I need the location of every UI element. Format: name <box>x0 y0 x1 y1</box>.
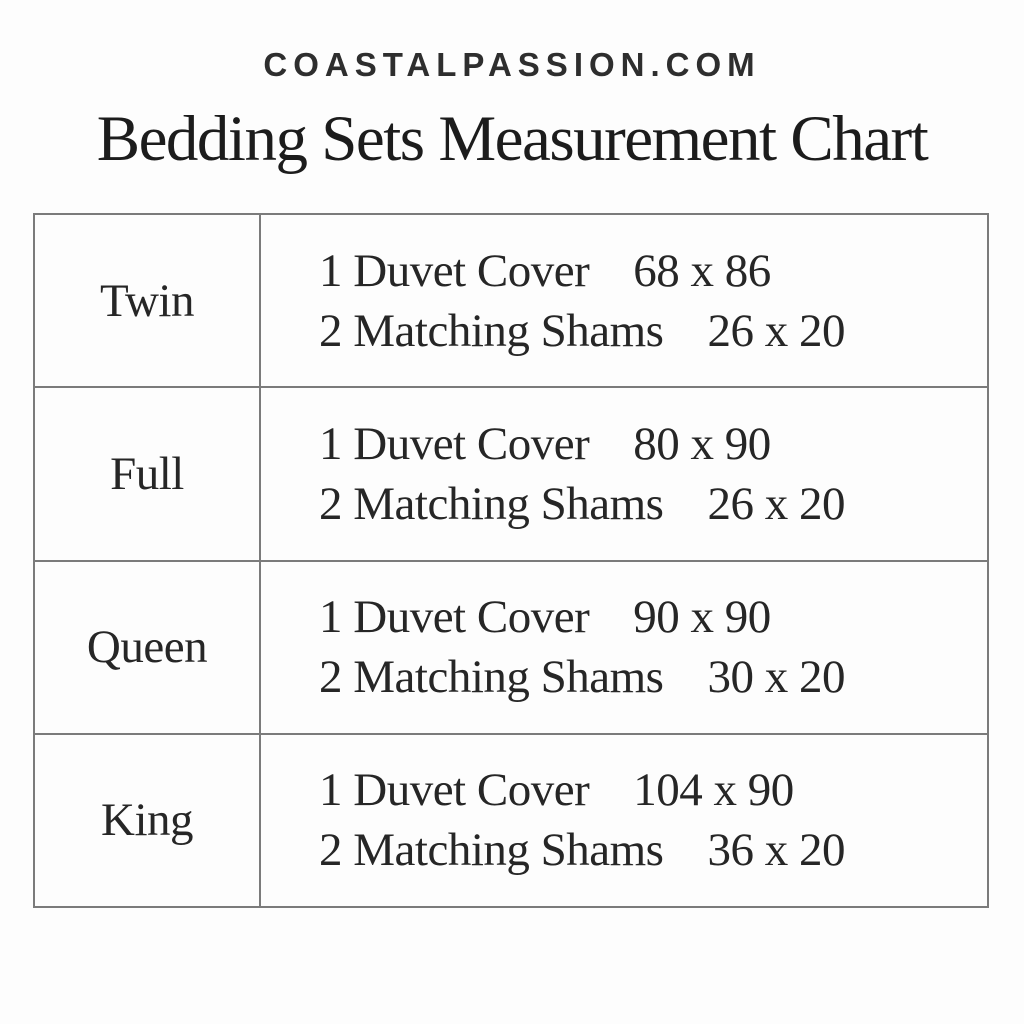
item-description: 1 Duvet Cover <box>319 244 590 297</box>
items-cell <box>260 734 988 907</box>
size-label: Twin <box>100 274 194 327</box>
measurement-table-body <box>34 214 988 907</box>
size-label: King <box>101 794 193 847</box>
measurement-table <box>33 213 989 908</box>
items-cell <box>260 214 988 387</box>
size-label: Queen <box>86 621 208 674</box>
item-description: 1 Duvet Cover <box>319 591 590 644</box>
item-measurement: 26 x 20 <box>707 304 845 357</box>
item-measurement: 36 x 20 <box>707 824 845 877</box>
items-cell <box>260 387 988 560</box>
items-cell <box>260 561 988 734</box>
item-measurement: 68 x 86 <box>633 244 771 297</box>
size-cell <box>34 214 260 387</box>
page-title: Bedding Sets Measurement Chart <box>96 103 928 175</box>
size-label: Full <box>110 447 184 500</box>
item-description: 2 Matching Shams <box>319 651 664 704</box>
table-row <box>34 214 988 387</box>
item-line <box>319 241 987 301</box>
item-measurement: 30 x 20 <box>707 651 845 704</box>
table-row <box>34 387 988 560</box>
item-line <box>319 820 987 880</box>
item-measurement: 80 x 90 <box>633 417 771 470</box>
size-cell <box>34 561 260 734</box>
item-line <box>319 414 987 474</box>
item-description: 2 Matching Shams <box>319 824 664 877</box>
item-line <box>319 301 987 361</box>
item-description: 2 Matching Shams <box>319 477 664 530</box>
item-measurement: 90 x 90 <box>633 591 771 644</box>
size-cell <box>34 387 260 560</box>
item-measurement: 104 x 90 <box>633 764 794 817</box>
item-measurement: 26 x 20 <box>707 477 845 530</box>
item-line <box>319 760 987 820</box>
site-name: COASTALPASSION.COM <box>263 46 761 83</box>
item-line <box>319 474 987 534</box>
item-description: 2 Matching Shams <box>319 304 664 357</box>
item-description: 1 Duvet Cover <box>319 764 590 817</box>
table-row <box>34 734 988 907</box>
size-cell <box>34 734 260 907</box>
item-line <box>319 647 987 707</box>
table-row <box>34 561 988 734</box>
item-description: 1 Duvet Cover <box>319 417 590 470</box>
item-line <box>319 587 987 647</box>
